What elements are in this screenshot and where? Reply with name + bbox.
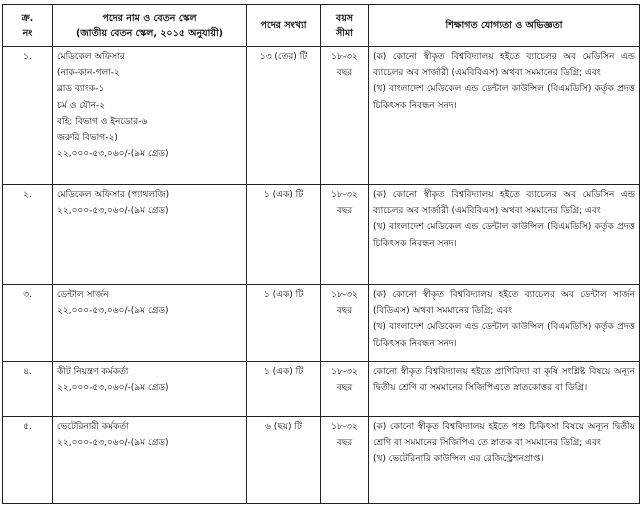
qualification-item: (খ) বাংলাদেশ মেডিকেল এন্ড ডেন্টাল কাউন্সিল (বিএমডিসি) কর্তৃক প্রদত্ত চিকিৎসক নিবন্ধন সনদ।: [373, 84, 635, 111]
pay-scale: ২২,০০০-৫৩,০৬০/-(৯ম গ্রেড): [57, 383, 169, 394]
age-range: ১৮-৩২: [331, 52, 358, 62]
header-row: [3, 5, 640, 47]
row-serial: ৪.: [3, 362, 53, 417]
pay-scale: ২২,০০০-৫৩,০৬০/-(৯ম গ্রেড): [57, 206, 169, 217]
recruitment-table: [2, 4, 640, 504]
row-post: [53, 417, 247, 504]
row-qualification: [369, 285, 640, 362]
header-serial: [3, 5, 53, 47]
age-unit: বছর: [336, 306, 353, 317]
header-age: [321, 5, 369, 47]
age-range: ১৮-৩২: [331, 367, 358, 377]
age-unit: বছর: [336, 438, 353, 449]
table-row: [3, 185, 640, 285]
header-serial-line-2: নং: [22, 27, 33, 39]
table-row: [3, 285, 640, 362]
row-post: [53, 285, 247, 362]
post-line: ভেটেরিনারী কর্মকর্তা: [57, 422, 129, 432]
row-age: [321, 362, 369, 417]
row-count: ৬ (ছয়) টি: [247, 417, 321, 504]
row-post: [53, 185, 247, 285]
qualification-item: (খ) বাংলাদেশ মেডিকেল এন্ড ডেন্টাল কাউন্সিল (বিএমডিসি) কর্তৃক প্রদত্ত চিকিৎসক নিবন্ধন সনদ।: [373, 322, 635, 349]
row-qualification: [369, 47, 640, 185]
header-age-line-2: সীমা: [335, 27, 354, 39]
age-unit: বছর: [336, 68, 353, 79]
pay-scale: ২২,০০০-৫৩,০৬০/-(৯ম গ্রেড): [57, 149, 169, 160]
header-qualification: শিক্ষাগত যোগ্যতা ও অভিজ্ঞতা: [369, 5, 640, 47]
row-age: [321, 185, 369, 285]
post-line: (নাক-কান-গলা-২: [57, 68, 120, 79]
table-row: [3, 417, 640, 504]
pay-scale: ২২,০০০-৫৩,০৬০/-(৯ম গ্রেড): [57, 306, 169, 317]
post-line: কীট নিয়ন্ত্রণ কর্মকর্তা: [57, 367, 129, 377]
header-count: পদের সংখ্যা: [247, 5, 321, 47]
header-post-line-1: পদের নাম ও বেতন স্কেল: [102, 12, 197, 24]
age-unit: বছর: [336, 383, 353, 394]
row-qualification: [369, 185, 640, 285]
row-serial: ১.: [3, 47, 53, 185]
age-range: ১৮-৩২: [331, 190, 358, 200]
qualification-item: (ক) কোনো স্বীকৃত বিশ্ববিদ্যালয় হইতে পশু চিকিৎসা বিষয়ে অন্যূন দ্বিতীয় শ্রেণি বা সমমানের সিজিপিএ তে স্নাতক বা সমমানের ডিগ্রি; এবং: [373, 422, 635, 449]
table-row: [3, 47, 640, 185]
qualification-item: (খ) ভেটেরিনারি কাউন্সিল এর রেজিস্ট্রেশনপ্রাপ্ত।: [373, 454, 544, 465]
header-post-line-2: (জাতীয় বেতন স্কেল, ২০১৫ অনুযায়ী): [75, 27, 224, 39]
row-serial: ৫.: [3, 417, 53, 504]
row-qualification: [369, 417, 640, 504]
row-age: [321, 285, 369, 362]
qualification-item: (ক) কোনো স্বীকৃত বিশ্ববিদ্যালয় হইতে ব্যাচেলর অব ডেন্টাল সার্জন (বিডিএস) অথবা সমমানের ডিগ্রি; এবং: [373, 290, 635, 317]
post-line: চর্ম ও যৌন-২: [57, 100, 106, 111]
qualification-item: কোনো স্বীকৃত বিশ্ববিদ্যালয় হইতে প্রাণিবিদ্যা বা কৃষি সংশ্লিষ্ট বিষয়ে অন্যূন দ্বিতীয় শ্রেণি বা সমমানের সিজিপিএতে স্নাতকোত্তর বা ডিগ্রি।: [373, 367, 635, 394]
row-serial: ২.: [3, 185, 53, 285]
post-line: ডেন্টাল সার্জন: [57, 290, 109, 300]
row-count: ১ (এক) টি: [247, 285, 321, 362]
row-age: [321, 47, 369, 185]
table-row: [3, 362, 640, 417]
post-line: ব্লাড ব্যাংক-১: [57, 84, 105, 95]
age-range: ১৮-৩২: [331, 422, 358, 432]
row-count: ১ (এক) টি: [247, 185, 321, 285]
row-post: [53, 362, 247, 417]
header-age-line-1: বয়স: [335, 12, 354, 24]
row-count: ১ (এক) টি: [247, 362, 321, 417]
pay-scale: ২২,০০০-৫৩,০৬০/-(৯ম গ্রেড): [57, 438, 169, 449]
age-unit: বছর: [336, 206, 353, 217]
row-qualification: [369, 362, 640, 417]
row-count: ১৩ (তের) টি: [247, 47, 321, 185]
header-serial-line-1: ক্র.: [21, 12, 34, 24]
qualification-item: (ক) কোনো স্বীকৃত বিশ্ববিদ্যালয় হইতে ব্যাচেলর অব মেডিসিন এন্ড ব্যাচেলর অব সার্জারী (এমবিবিএস) অথবা সমমানের ডিগ্রি; এবং: [373, 190, 635, 217]
row-post: [53, 47, 247, 185]
qualification-item: (ক) কোনো স্বীকৃত বিশ্ববিদ্যালয় হইতে ব্যাচেলর অব মেডিসিন এন্ড ব্যাচেলর অব সার্জারী (এমবিবিএস) অথবা সমমানের ডিগ্রি; এবং: [373, 52, 635, 79]
row-serial: ৩.: [3, 285, 53, 362]
header-post: [53, 5, 247, 47]
post-line: জরুরি বিভাগ-২): [57, 133, 118, 144]
post-line: মেডিকেল অফিসার: [57, 52, 125, 62]
row-age: [321, 417, 369, 504]
post-line: বহি: বিভাগ ও ইনডোর-৬: [57, 116, 148, 127]
qualification-item: (খ) বাংলাদেশ মেডিকেল এন্ড ডেন্টাল কাউন্সিল (বিএমডিসি) কর্তৃক প্রদত্ত চিকিৎসক নিবন্ধন সনদ।: [373, 222, 635, 249]
age-range: ১৮-৩২: [331, 290, 358, 300]
post-line: মেডিকেল অফিসার (প্যাথলজি): [57, 190, 170, 200]
